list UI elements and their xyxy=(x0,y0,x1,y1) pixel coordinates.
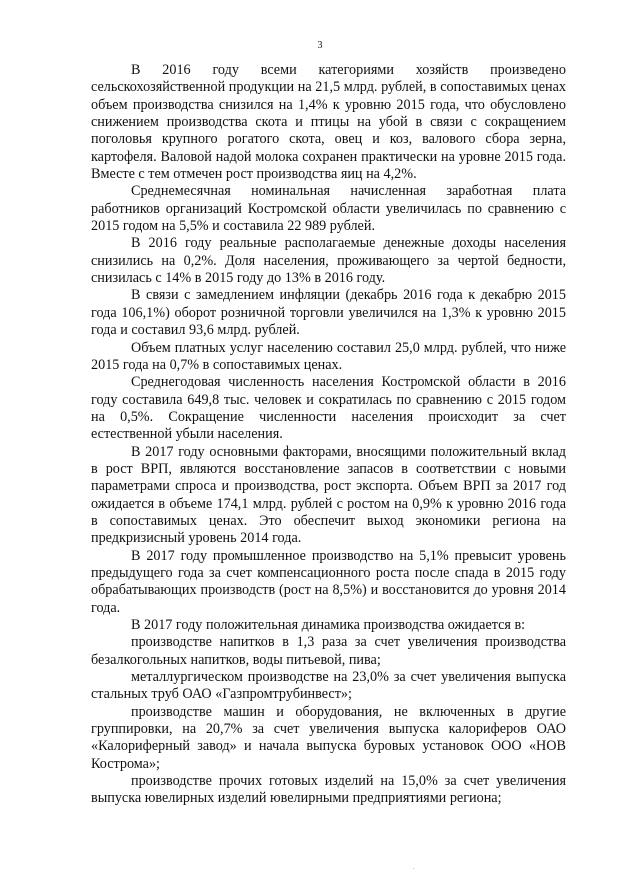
paragraph-paid-services: Объем платных услуг населению составил 25,0 млрд. рублей, что ниже 2015 года на 0,7% в сопоставимых ценах. xyxy=(91,339,566,373)
paragraph-dynamics-intro: В 2017 году положительная динамика производства ожидается в: xyxy=(131,617,526,633)
paragraph-retail: В связи с замедлением инфляции (декабрь 2016 года к декабрю 2015 года 106,1%) оборот розничной торговли увеличился на 1,3% к уровню 2015 года и составил 93,6 млрд. рублей. xyxy=(91,287,566,339)
list-item-metallurgy: металлургическом производстве на 23,0% за счет увеличения выпуска стальных труб ОАО «Газпромтрубинвест»; xyxy=(91,669,566,703)
paragraph-income: В 2016 году реальные располагаемые денежные доходы населения снизились на 0,2%. Доля населения, проживающего за чертой бедности, снизилась с 14% в 2015 году до 13% в 2016 году. xyxy=(91,235,566,287)
scan-speck xyxy=(413,868,414,869)
paragraph-industry-2017: В 2017 году промышленное производство на 5,1% превысит уровень предыдущего года за счет компенсационного роста после спада в 2015 году обрабатывающих производств (рост на 8,5%) и восстановится до уровня 2014 года. xyxy=(91,547,566,616)
list-item-beverages: производстве напитков в 1,3 раза за счет увеличения производства безалкогольных напитков, воды питьевой, пива; xyxy=(91,634,566,668)
page-number: 3 xyxy=(317,40,323,51)
list-item-machinery: производстве машин и оборудования, не включенных в другие группировки, на 20,7% за счет увеличения выпуска калориферов ОАО «Калориферный завод» и начала выпуска буровых установок ООО «НОВ Кострома»; xyxy=(91,703,566,772)
paragraph-agriculture: В 2016 году всеми категориями хозяйств произведено сельскохозяйственной продукции на 21,5 млрд. рублей, в сопоставимых ценах объем производства снизился на 1,4% к уровню 2015 года, что обусловлено снижением производства скота и птицы на убой в связи с сокращением поголовья крупного рогатого скота, овец и коз, валового сбора зерна, картофеля. Валовой надой молока сохранен практически на уровне 2015 года. Вместе с тем отмечен рост производства яиц на 4,2%. xyxy=(91,62,566,183)
list-item-other-goods: производстве прочих готовых изделий на 15,0% за счет увеличения выпуска ювелирных изделий ювелирными предприятиями региона; xyxy=(91,773,566,807)
paragraph-population: Среднегодовая численность населения Костромской области в 2016 году составила 649,8 тыс. человек и сократилась по сравнению с 2015 годом на 0,5%. Сокращение численности населения происходит за счет естественной убыли населения. xyxy=(91,374,566,443)
paragraph-grp-2017: В 2017 году основными факторами, вносящими положительный вклад в рост ВРП, являются восстановление запасов в соответствии с новыми параметрами спроса и производства, рост экспорта. Объем ВРП за 2017 год ожидается в объеме 174,1 млрд. рублей с ростом на 0,9% к уровню 2016 года в сопоставимых ценах. Это обеспечит выход экономики региона на предкризисный уровень 2014 года. xyxy=(91,443,566,547)
paragraph-wages: Среднемесячная номинальная начисленная заработная плата работников организаций Костромской области увеличилась по сравнению с 2015 годом на 5,5% и составила 22 989 рублей. xyxy=(91,183,566,235)
document-body xyxy=(91,62,566,808)
